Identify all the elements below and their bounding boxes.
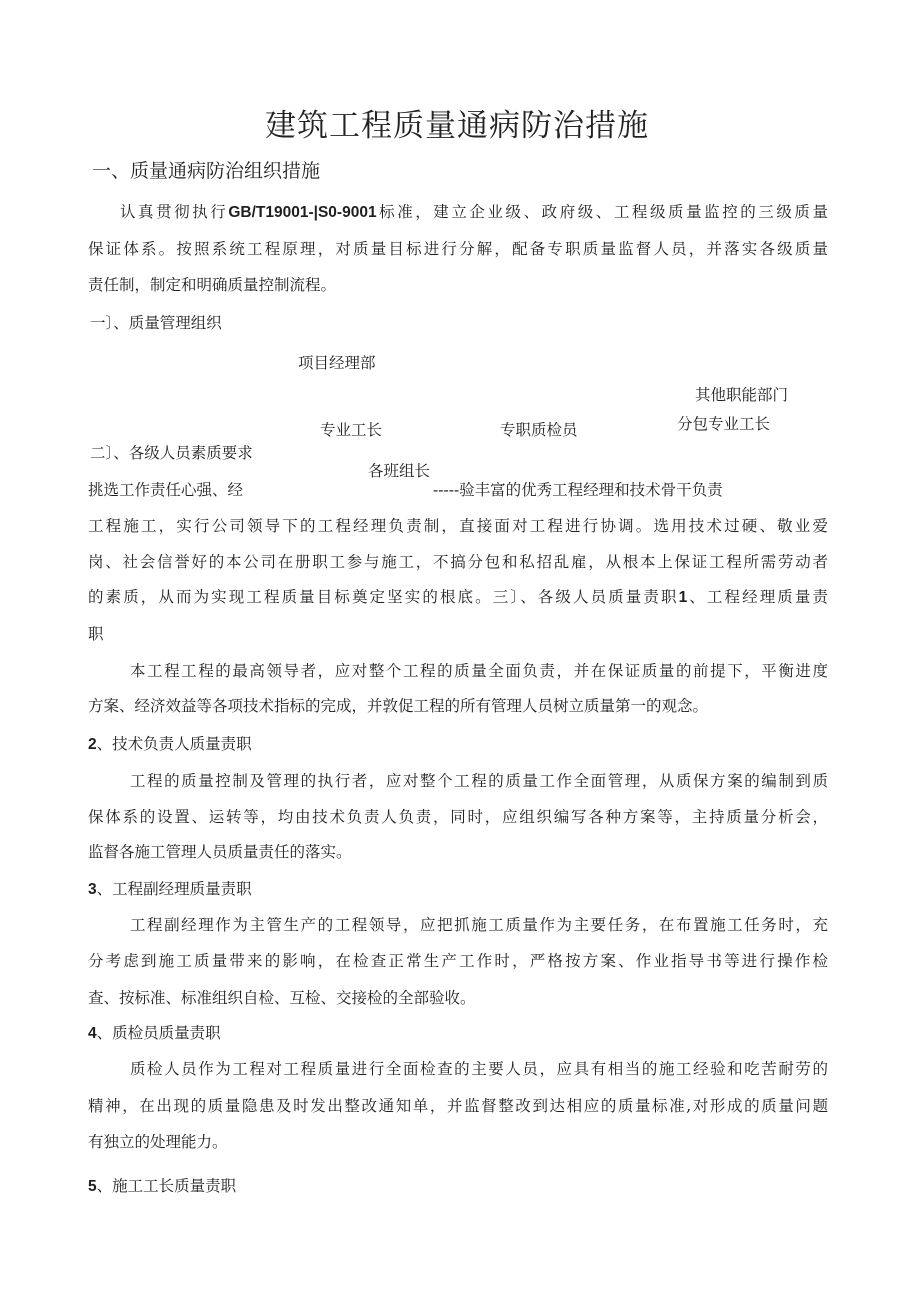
intro-paragraph-line-3: 责任制，制定和明确质量控制流程。 — [88, 276, 337, 294]
page-title: 建筑工程质量通病防治措施 — [265, 108, 649, 144]
heading-inspector-text: 、质检员质量责职 — [96, 1024, 221, 1042]
subheading-personnel-requirements: 二〕、各级人员素质要求 — [90, 444, 253, 462]
heading-deputy-text: 、工程副经理质量责职 — [96, 880, 252, 898]
org-node-other-depts: 其他职能部门 — [695, 386, 789, 404]
deputy-paragraph-line-3: 查、按标准、标准组织自检、互检、交接检的全部验收。 — [88, 989, 476, 1007]
pm-paragraph-line-1: 本工程工程的最高领导者，应对整个工程的质量全面负责，并在保证质量的前提下，平衡进度 — [130, 662, 828, 680]
intro-text-pre: 认真贯彻执行 — [120, 203, 229, 221]
heading-number-5: 5 — [88, 1178, 97, 1195]
tech-paragraph-line-3: 监督各施工管理人员质量责任的落实。 — [88, 843, 352, 861]
heading-inspector — [88, 1021, 221, 1043]
personnel-paragraph-line-4 — [88, 585, 828, 607]
heading-number-3: 3 — [88, 881, 97, 898]
personnel-paragraph-line-1a: 挑选工作责任心强、经 — [88, 481, 244, 499]
personnel-line-4-post: 、工程经理质量责 — [687, 588, 828, 606]
inspector-paragraph-line-3: 有独立的处理能力。 — [88, 1133, 228, 1151]
org-node-inspector: 专职质检员 — [500, 421, 578, 439]
personnel-paragraph-line-3: 岗、社会信誉好的本公司在册职工参与施工，不搞分包和私招乱雇，从根本上保证工程所需劳动者 — [88, 553, 828, 571]
inspector-paragraph-line-1: 质检人员作为工程对工程质量进行全面检查的主要人员，应具有相当的施工经验和吃苦耐劳的 — [130, 1060, 828, 1078]
intro-paragraph-line-1 — [120, 200, 828, 222]
item-number-1: 1 — [678, 589, 688, 606]
heading-deputy-manager — [88, 877, 252, 899]
heading-tech-lead-text: 、技术负责人质量责职 — [96, 735, 252, 753]
heading-number-4: 4 — [88, 1025, 97, 1042]
heading-site-foreman — [88, 1174, 236, 1196]
deputy-paragraph-line-1: 工程副经理作为主管生产的工程领导，应把抓施工质量作为主要任务，在布置施工任务时，充 — [130, 916, 828, 934]
personnel-line-4-pre: 的素质，从而为实现工程质量目标奠定坚实的根底。三〕、各级人员质量责职 — [88, 588, 679, 606]
deputy-paragraph-line-2: 分考虑到施工质量带来的影响，在检查正常生产工作时，严格按方案、作业指导书等进行操作检 — [88, 952, 828, 970]
personnel-paragraph-line-2: 工程施工，实行公司领导下的工程经理负责制，直接面对工程进行协调。选用技术过硬、敬业爱 — [88, 517, 828, 535]
inspector-paragraph-line-2: 精神，在出现的质量隐患及时发出整改通知单，并监督整改到达相应的质量标准,对形成的质量问题 — [88, 1097, 828, 1115]
pm-paragraph-line-2: 方案、经济效益等各项技术指标的完成，并敦促工程的所有管理人员树立质量第一的观念。 — [88, 697, 709, 715]
tech-paragraph-line-2: 保体系的设置、运转等，均由技术负责人负责，同时，应组织编写各种方案等，主持质量分析会， — [88, 808, 828, 826]
section-heading-1: 一、质量通病防治组织措施 — [92, 160, 321, 182]
org-node-foreman: 专业工长 — [320, 421, 383, 439]
org-node-team-leader: 各班组长 — [368, 462, 431, 480]
subheading-quality-org: 一〕、质量管理组织 — [90, 314, 222, 332]
heading-foreman-text: 、施工工长质量责职 — [96, 1177, 237, 1195]
intro-text-post: 标准，建立企业级、政府级、工程级质量监控的三级质量 — [376, 203, 828, 221]
personnel-paragraph-line-5: 职 — [88, 625, 104, 643]
personnel-paragraph-line-1b: -----验丰富的优秀工程经理和技术骨干负责 — [433, 481, 723, 499]
org-node-project-dept: 项目经理部 — [298, 354, 376, 372]
intro-paragraph-line-2: 保证体系。按照系统工程原理，对质量目标进行分解，配备专职质量监督人员，并落实各级质量 — [88, 240, 828, 258]
tech-paragraph-line-1: 工程的质量控制及管理的执行者，应对整个工程的质量工作全面管理，从质保方案的编制到质 — [130, 772, 828, 790]
standard-code: GB/T19001-|S0-9001 — [228, 204, 377, 221]
org-node-subcontract-foreman: 分包专业工长 — [677, 415, 771, 433]
heading-number-2: 2 — [88, 736, 97, 753]
heading-tech-lead — [88, 732, 252, 754]
